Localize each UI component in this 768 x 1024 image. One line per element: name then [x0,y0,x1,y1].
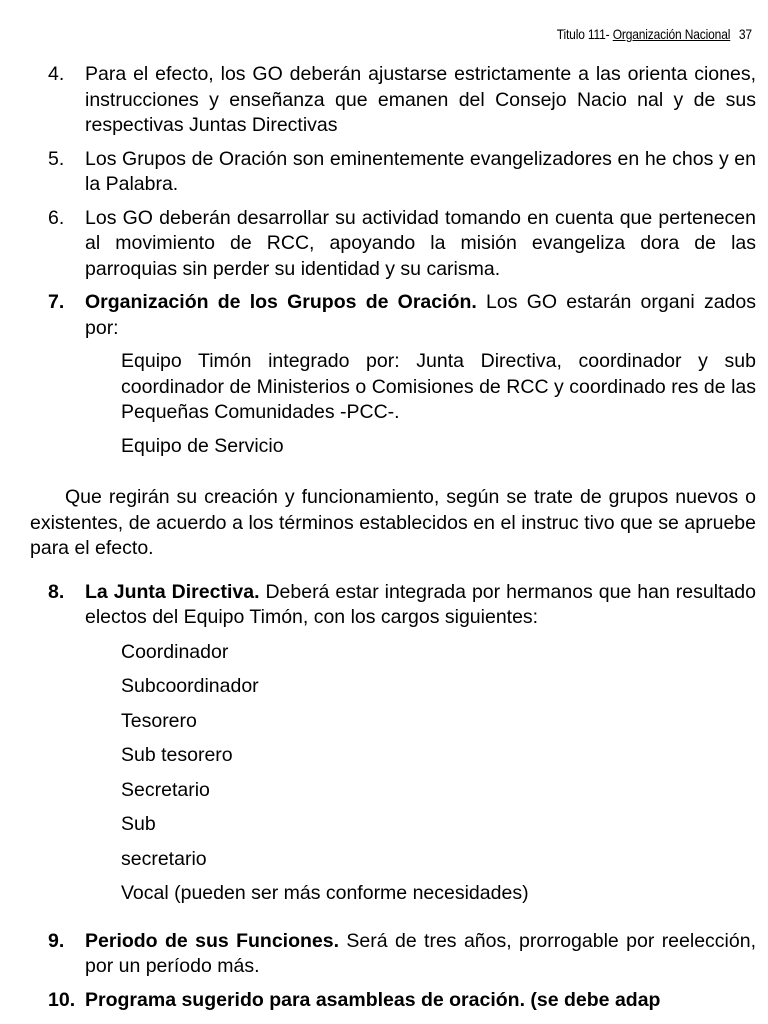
page-number: 37 [738,26,752,42]
item-number: 4. [48,63,65,85]
item-number: 5. [48,147,65,170]
cargo-item: Secretario [121,778,210,801]
list-item-9 [0,929,768,980]
cargo-item: Sub tesorero [121,744,233,766]
item-text [85,988,756,1014]
item-text: Para el efecto, los GO deberán ajustarse estrictamente a las orienta ciones, instrucciones y enseñanza que emanen del Consejo Nacio nal y de sus respectivas Juntas Directivas [85,63,756,136]
item-text: Los Grupos de Oración son eminentemente evangelizadores en he chos y en la Palabra. [85,147,756,195]
item-text [85,290,756,341]
list-item-5 [0,147,768,198]
cargo-item: Vocal (pueden ser más conforme necesidades) [121,882,529,904]
item-title: La Junta Directiva. [85,580,260,603]
cargos-list [121,635,768,911]
item-body: Será de tres años, prorrogable por reelección, por un período más. [85,929,756,977]
list-item-10 [0,988,768,1014]
item-number: 6. [48,206,65,229]
item-body: Deberá estar integrada por hermanos que han resultado electos del Equipo Timón, con los cargos siguientes: [85,580,756,628]
cargo-item: Coordinador [121,640,229,663]
item-text: Los GO deberán desarrollar su actividad tomando en cuenta que pertenecen al movimiento de RCC, apoyando la misión evangeliza dora de las parroquias sin perder su identidad y su carisma. [85,206,756,280]
list-item-6 [0,206,768,283]
cargo-item: Subcoordinador [121,675,259,697]
item-text [85,929,756,980]
page-header [557,26,752,42]
list-item-8 [0,580,768,631]
item-number: 10. [48,988,76,1011]
body-paragraph: Que regirán su creación y funcionamiento, según se trate de grupos nuevos o existentes, de acuerdo a los términos establecidos en el instruc tivo que se apruebe para el efecto. [30,486,756,559]
list-item-4 [0,62,768,139]
cargo-item: secretario [121,847,207,870]
item-title: Programa sugerido para asambleas de oración. (se debe adap [85,988,661,1011]
cargo-item: Tesorero [121,709,197,732]
item-number: 8. [48,580,65,603]
item-number: 9. [48,929,65,952]
subitem-equipo-timon: Equipo Timón integrado por: Junta Directiva, coordinador y sub coordinador de Ministerios o Comisiones de RCC y coordinado res de las Pequeñas Comunidades -PCC-. [121,350,756,423]
subitem-equipo-servicio: Equipo de Servicio [121,434,284,457]
item-body: Los GO estarán organi zados por: [85,291,756,339]
item-title: Organización de los Grupos de Oración. [85,291,477,313]
item-number: 7. [48,291,65,313]
item-text [85,580,756,631]
item-title: Periodo de sus Funciones. [85,929,340,952]
document-body [0,62,768,1021]
cargo-item: Sub [121,813,156,835]
list-item-7 [0,290,768,341]
header-prefix: Titulo 111- [556,26,613,42]
header-section: Organización Nacional [612,26,731,42]
